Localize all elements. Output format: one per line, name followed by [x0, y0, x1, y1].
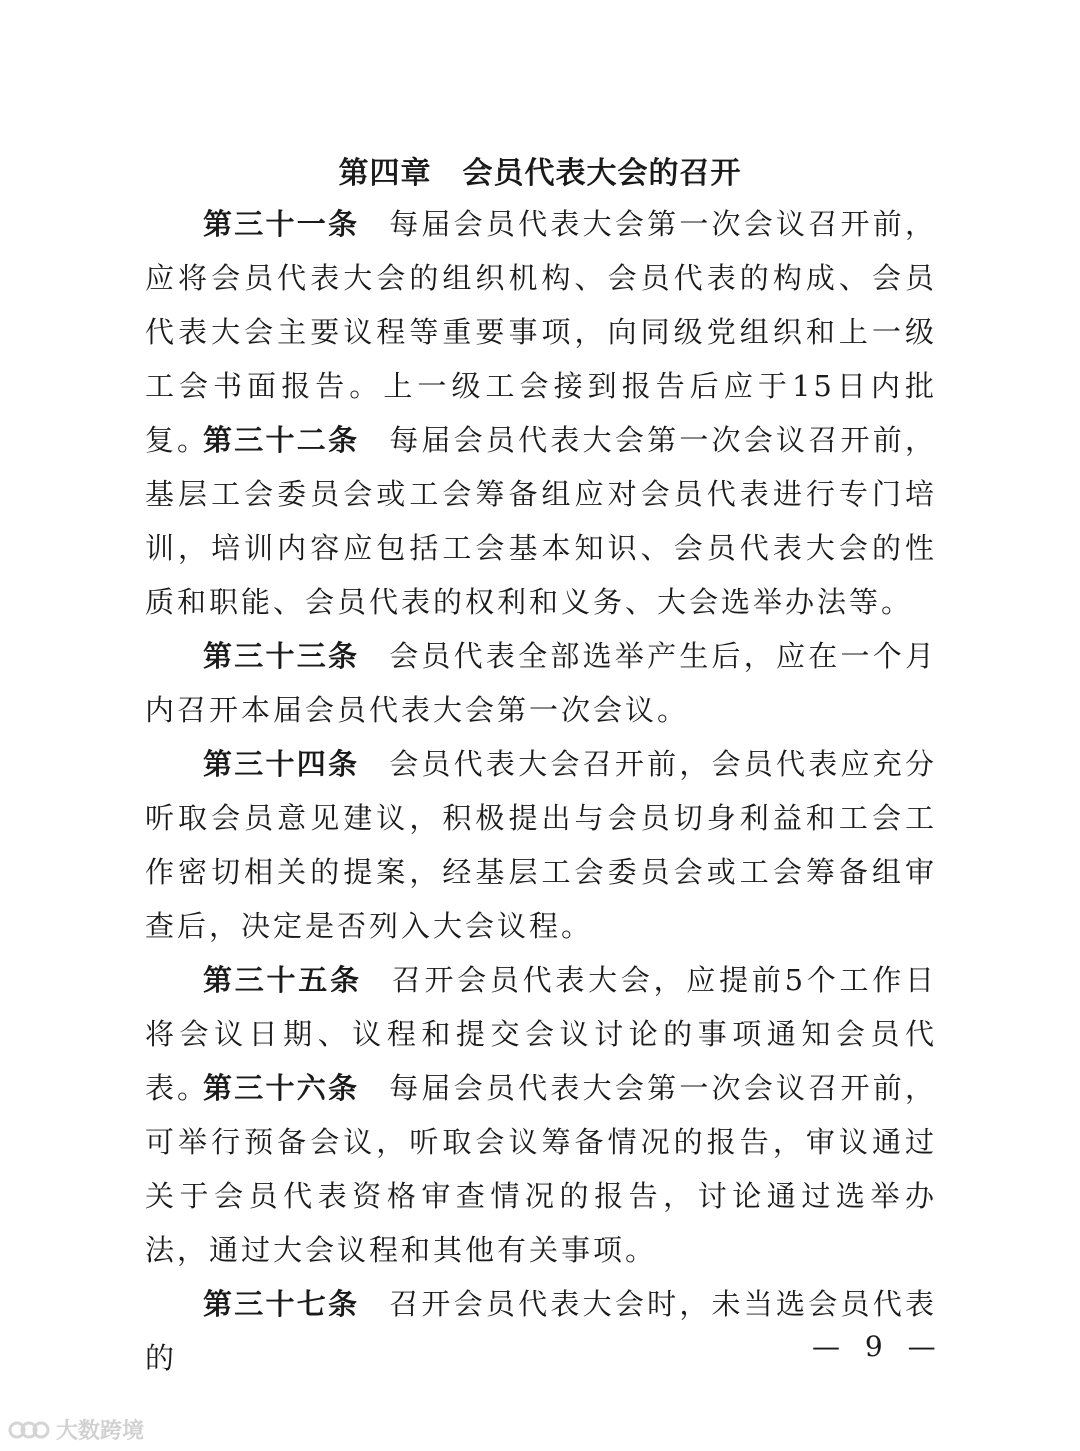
article-heading: 第三十三条: [203, 639, 360, 673]
brand-logo-icon: [8, 1417, 50, 1443]
article-body: 会员代表大会召开前，会员代表应充分听取会员意见建议，积极提出与会员切身利益和工会工作密切相关的提案，经基层工会委员会或工会筹备组审查后，决定是否列入大会议程。: [145, 747, 937, 943]
watermark: [8, 1414, 144, 1445]
article-heading: 第三十六条: [203, 1071, 360, 1105]
article-body: 每届会员代表大会第一次会议召开前，应将会员代表大会的组织机构、会员代表的构成、会员代表大会主要议程等重要事项，向同级党组织和上一级工会书面报告。上一级工会接到报告后应于15日内批复。: [145, 207, 937, 457]
article-body: 会员代表全部选举产生后，应在一个月内召开本届会员代表大会第一次会议。: [145, 639, 937, 727]
article-33: [145, 629, 937, 737]
chapter-title: 第四章 会员代表大会的召开: [338, 156, 742, 191]
article-body: 每届会员代表大会第一次会议召开前，可举行预备会议，听取会议筹备情况的报告，审议通过关于会员代表资格审查情况的报告，讨论通过选举办法，通过大会议程和其他有关事项。: [145, 1071, 937, 1267]
article-body: 召开会员代表大会，应提前5个工作日将会议日期、议程和提交会议讨论的事项通知会员代表。: [145, 963, 937, 1105]
article-heading: 第三十四条: [203, 747, 360, 781]
article-heading: 第三十一条: [203, 207, 360, 241]
watermark-text: 大数跨境: [56, 1419, 145, 1444]
article-34: [145, 737, 937, 953]
article-heading: 第三十五条: [203, 963, 362, 997]
article-32: [145, 413, 937, 629]
article-body: 每届会员代表大会第一次会议召开前，基层工会委员会或工会筹备组应对会员代表进行专门培训，培训内容应包括工会基本知识、会员代表大会的性质和职能、会员代表的权利和义务、大会选举办法等。: [145, 423, 937, 619]
article-heading: 第三十二条: [203, 423, 360, 457]
page-number: — 9 —: [812, 1330, 944, 1363]
article-36: [145, 1061, 937, 1277]
article-heading: 第三十七条: [203, 1287, 360, 1321]
article-body: 召开会员代表大会时，未当选会员代表的: [145, 1287, 937, 1375]
